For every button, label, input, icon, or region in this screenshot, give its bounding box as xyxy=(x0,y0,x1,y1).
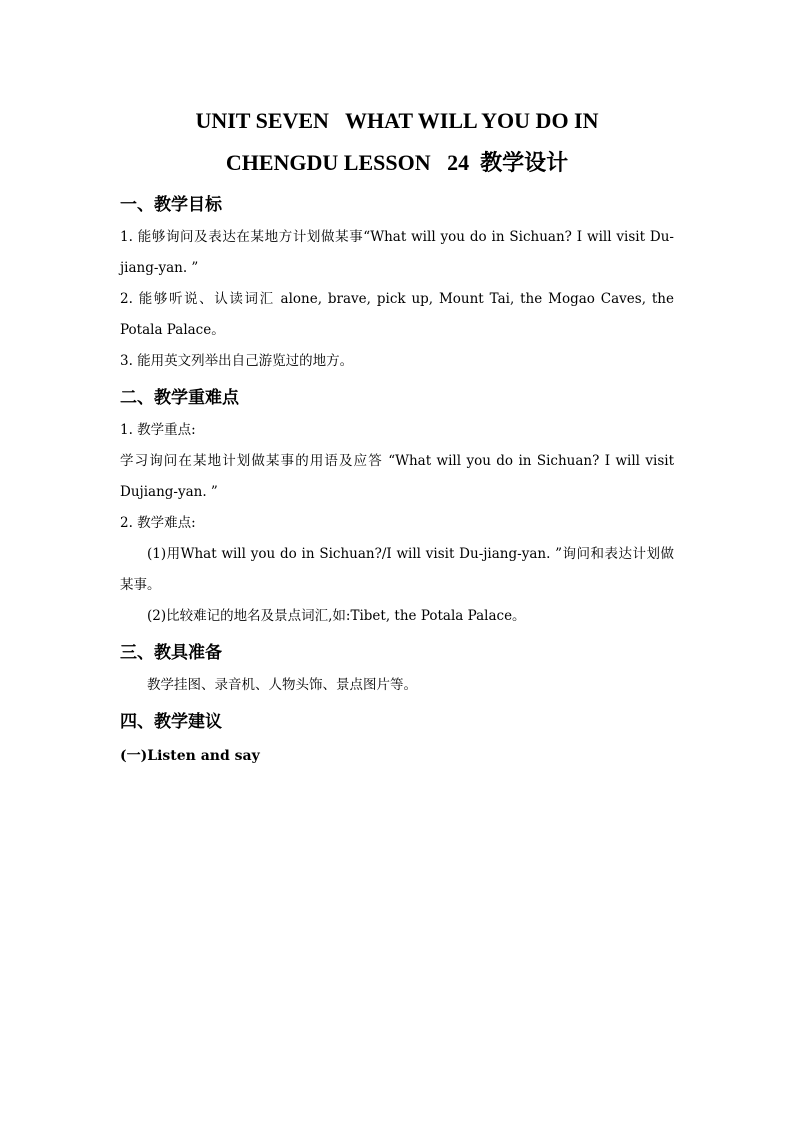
objective-item-3: 3. 能用英文列举出自己游览过的地方。 xyxy=(120,353,354,369)
objective-item-1: 1. 能够询问及表达在某地方计划做某事“What will you do in Sichuan? I will visit Du-jiang-yan. ” xyxy=(120,229,674,276)
section-teaching-objectives xyxy=(120,184,674,377)
subsection-heading-listen-and-say: (一)Listen and say xyxy=(120,748,260,764)
document-title-line-2: CHENGDU LESSON 24 教学设计 xyxy=(225,150,569,175)
key-points-label: 1. 教学重点: xyxy=(120,422,196,438)
key-points-text: 学习询问在某地计划做某事的用语及应答 “What will you do in Sichuan? I will visit Dujiang-yan. ” xyxy=(120,453,674,500)
difficult-points-label: 2. 教学难点: xyxy=(120,515,196,531)
document-title-line-1: UNIT SEVEN WHAT WILL YOU DO IN xyxy=(195,108,599,133)
document-page xyxy=(120,100,674,771)
section-heading: 二、教学重难点 xyxy=(120,388,239,408)
section-teaching-suggestions xyxy=(120,701,674,771)
section-heading: 四、教学建议 xyxy=(120,712,222,732)
section-heading: 三、教具准备 xyxy=(120,643,222,663)
difficult-point-1: (1)用What will you do in Sichuan?/I will visit Du-jiang-yan. ”询问和表达计划做某事。 xyxy=(120,546,674,593)
section-teaching-aids xyxy=(120,632,674,701)
teaching-aids-text: 教学挂图、录音机、人物头饰、景点图片等。 xyxy=(147,677,417,693)
section-heading: 一、教学目标 xyxy=(120,195,222,215)
objective-item-2: 2. 能够听说、认读词汇 alone, brave, pick up, Mount Tai, the Mogao Caves, the Potala Palace。 xyxy=(120,291,674,338)
section-key-difficult-points xyxy=(120,377,674,632)
difficult-point-2: (2)比较难记的地名及景点词汇,如:Tibet, the Potala Palace。 xyxy=(147,608,526,624)
